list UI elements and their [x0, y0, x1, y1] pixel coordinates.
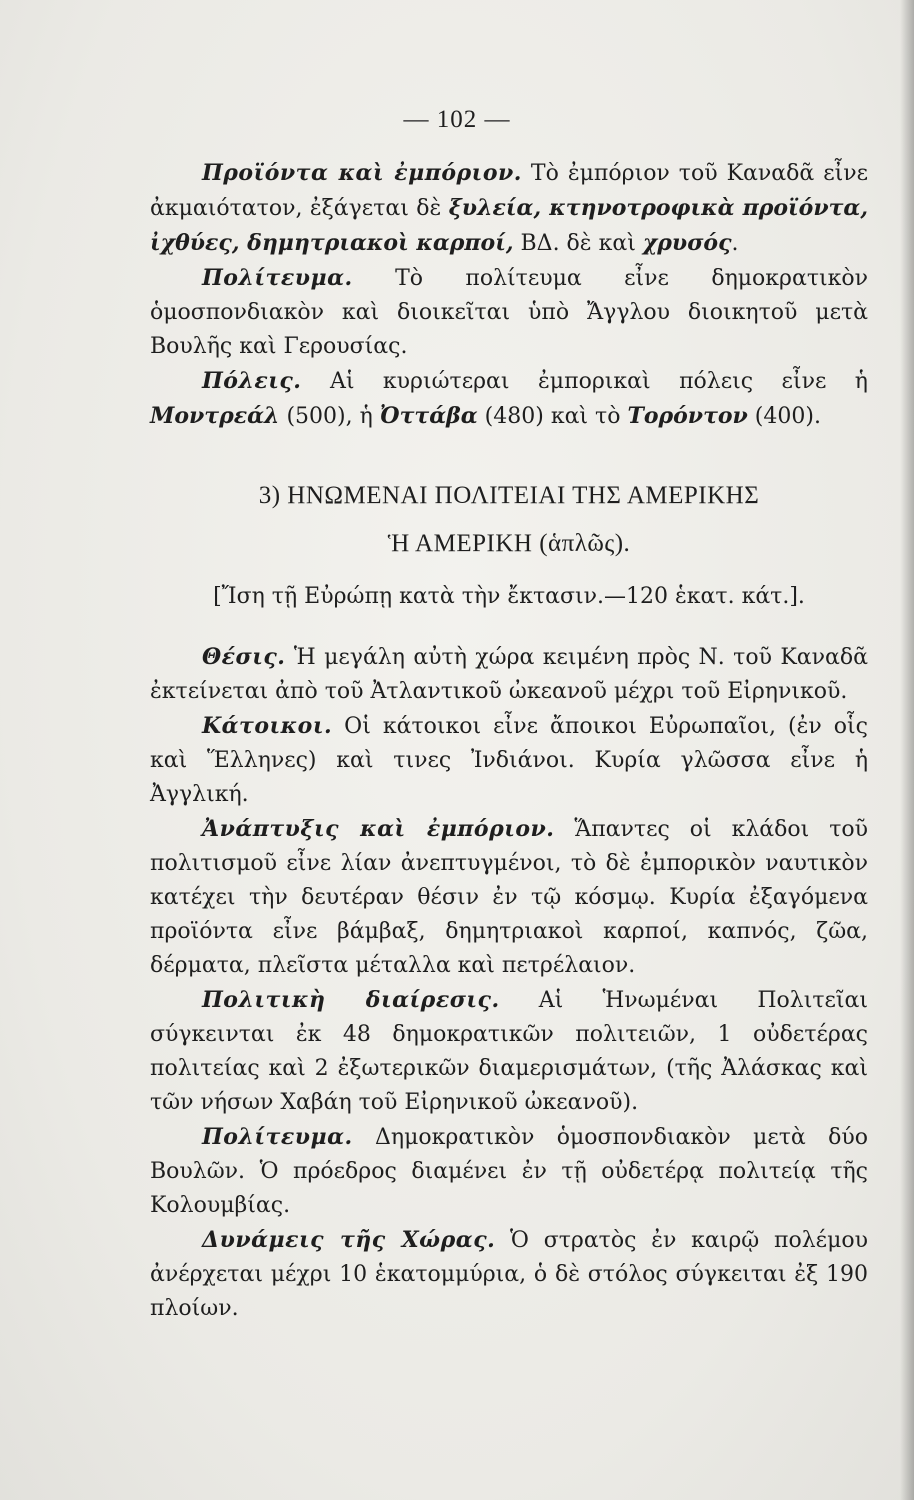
usa-forces-heading: Δυνάμεις τῆς Χώρας. — [202, 1227, 496, 1253]
canada-cities-text-2: (500), ἡ — [279, 404, 380, 429]
usa-divisions-heading: Πολιτικὴ διαίρεσις. — [202, 987, 500, 1013]
canada-products-text-1: Τὸ ἐμπόριον τοῦ Καναδᾶ εἶνε ἀκμαιότατον, ἐξάγεται δὲ — [150, 161, 868, 221]
usa-polity-text: Δημοκρατικὸν ὁμοσπονδιακὸν μετὰ δύο Βουλῶν. Ὁ πρόεδρος διαμένει ἐν τῇ οὐδετέρᾳ πολιτείᾳ τῆς Κολουμβίας. — [150, 1125, 868, 1218]
canada-cities-paragraph — [150, 364, 868, 434]
usa-development-paragraph — [150, 812, 868, 983]
canada-cities-text-1: Αἱ κυριώτεραι ἐμπορικαὶ πόλεις εἶνε ἡ — [301, 369, 868, 394]
section-subtitle: Ἡ ΑΜΕΡΙΚΗ (ἁπλῶς). — [387, 530, 631, 557]
usa-divisions-paragraph — [150, 983, 868, 1120]
section-title: 3) ΗΝΩΜΕΝΑΙ ΠΟΛΙΤΕΙΑΙ ΤΗΣ ΑΜΕΡΙΚΗΣ — [258, 482, 760, 509]
usa-position-text: Ἡ μεγάλη αὐτὴ χώρα κειμένη πρὸς Ν. τοῦ Καναδᾶ ἐκτείνεται ἀπὸ τοῦ Ἀτλαντικοῦ ὠκεανοῦ μέχρι τοῦ Εἰρηνικοῦ. — [150, 645, 868, 704]
usa-inhabitants-paragraph — [150, 709, 868, 812]
usa-forces-paragraph — [150, 1223, 868, 1326]
usa-development-heading: Ἀνάπτυξις καὶ ἐμπόριον. — [202, 816, 555, 842]
canada-products-heading: Προϊόντα καὶ ἐμπόριον. — [202, 160, 522, 186]
canada-polity-text: Τὸ πολίτευμα εἶνε δημοκρατικὸν ὁμοσπονδιακὸν καὶ διοικεῖται ὑπὸ Ἄγγλου διοικητοῦ μετὰ Βουλῆς καὶ Γερουσίας. — [150, 266, 868, 359]
usa-development-text: Ἅπαντες οἱ κλάδοι τοῦ πολιτισμοῦ εἶνε λίαν ἀνεπτυγμένοι, τὸ δὲ ἐμπορικὸν ναυτικὸν κατέχει τὴν δευτέραν θέσιν ἐν τῷ κόσμῳ. Κυρία ἐξαγόμενα προϊόντα εἶνε βάμβαξ, δημητριακοὶ καρποί, καπνός, ζῶα, δέρματα, πλεῖστα μέταλλα καὶ πετρέλαιον. — [150, 817, 868, 978]
page-edge-shadow — [900, 0, 914, 1500]
usa-inhabitants-text: Οἱ κάτοικοι εἶνε ἄποικοι Εὐρωπαῖοι, (ἐν οἷς καὶ Ἕλληνες) καὶ τινες Ἰνδιάνοι. Κυρία γλῶσσα εἶνε ἡ Ἀγγλική. — [150, 714, 868, 807]
usa-text-block — [150, 640, 868, 1326]
canada-text-block — [150, 156, 868, 434]
city-toronto: Τορόντον — [627, 403, 748, 429]
canada-polity-heading: Πολίτευμα. — [202, 265, 353, 291]
usa-polity-paragraph — [150, 1120, 868, 1223]
canada-cities-heading: Πόλεις. — [202, 368, 302, 394]
canada-cities-text-4: (400). — [747, 404, 821, 429]
page-number: — 102 — — [403, 106, 511, 133]
canada-products-gold: χρυσός — [642, 230, 732, 256]
usa-forces-text: Ὁ στρατὸς ἐν καιρῷ πολέμου ἀνέρχεται μέχρι 10 ἑκατομμύρια, ὁ δὲ στόλος σύγκειται ἐξ 190 πλοίων. — [150, 1228, 868, 1321]
usa-position-paragraph — [150, 640, 868, 709]
canada-products-text-3: . — [731, 231, 739, 256]
canada-products-exports: ξυλεία, κτηνοτροφικὰ προϊόντα, ἰχθύες, δημητριακοὶ καρποί, — [150, 195, 868, 256]
canada-cities-text-3: (480) καὶ τὸ — [477, 404, 628, 429]
section-area-note: [Ἴση τῇ Εὐρώπῃ κατὰ τὴν ἔκτασιν.—120 ἑκατ. κάτ.]. — [213, 584, 805, 609]
usa-inhabitants-heading: Κάτοικοι. — [202, 713, 333, 739]
canada-products-text-2: ΒΔ. δὲ καὶ — [513, 231, 643, 256]
canada-products-paragraph — [150, 156, 868, 261]
city-ottawa: Ὀττάβα — [379, 403, 478, 429]
usa-divisions-text: Αἱ Ἡνωμέναι Πολιτεῖαι σύγκεινται ἐκ 48 δημοκρατικῶν πολιτειῶν, 1 οὐδετέρας πολιτείας καὶ 2 ἐξωτερικῶν διαμερισμάτων, (τῆς Ἀλάσκας καὶ τῶν νήσων Χαβάη τοῦ Εἰρηνικοῦ ὠκεανοῦ). — [150, 988, 868, 1115]
usa-polity-heading: Πολίτευμα. — [202, 1124, 353, 1150]
canada-polity-paragraph — [150, 261, 868, 364]
usa-position-heading: Θέσις. — [202, 644, 286, 670]
city-montreal: Μοντρεάλ — [150, 403, 280, 429]
